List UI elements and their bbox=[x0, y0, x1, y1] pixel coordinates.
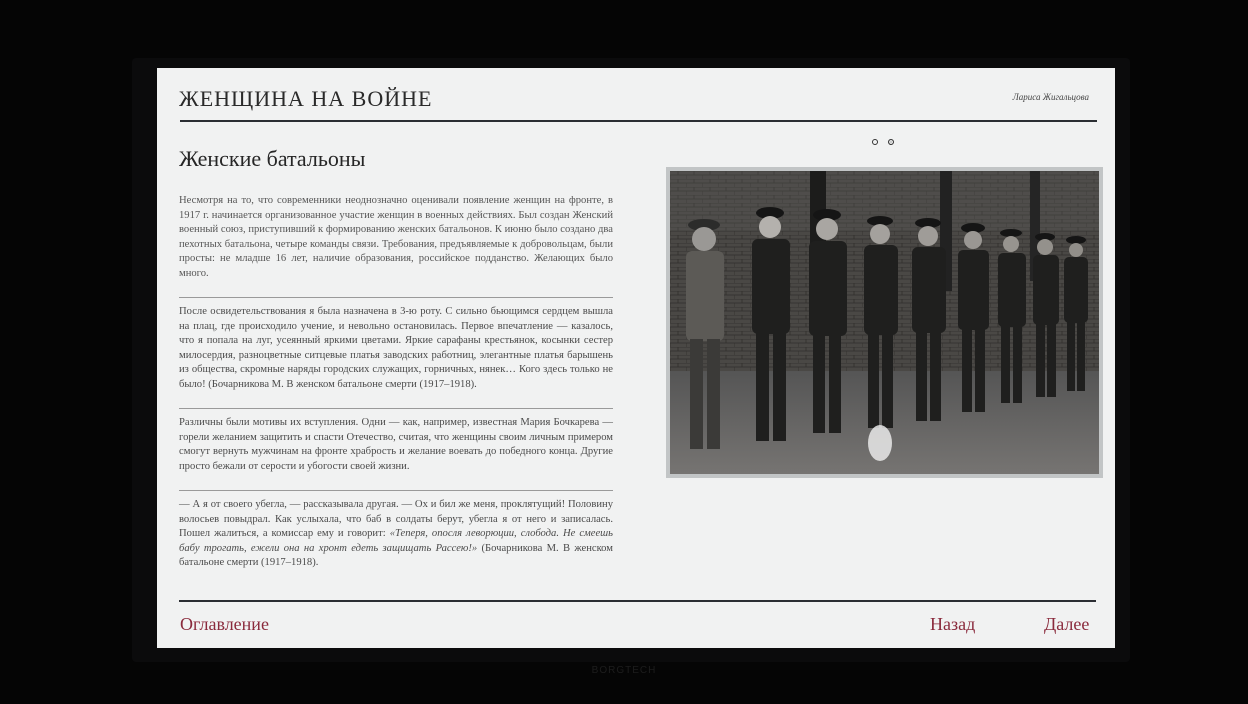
quote2-text: — А я от своего убегла, — рассказывала другая. — Ох и бил же меня, проклятущий! Половину волосьев повыдрал. Как услыхала, что баб в солдаты берут, убегла я от него и записалась. Пошел жалиться, а комиссар ему и говорит: bbox=[179, 499, 613, 539]
quote-block-2 bbox=[179, 490, 613, 571]
motives-block bbox=[179, 408, 613, 474]
screen bbox=[157, 68, 1115, 648]
header-divider bbox=[180, 120, 1097, 122]
quote2-source: (Бочарникова М. В женском батальоне смерти (1917–1918). bbox=[179, 542, 613, 568]
article-text[interactable] bbox=[179, 194, 613, 587]
quote2-italic: «Теперя, опосля леворюции, слобода. Не смеешь бабу трогать, ежели она на хронт едеть защищать Рассею!» bbox=[179, 528, 614, 554]
motives-paragraph: Различны были мотивы их вступления. Одни — как, например, известная Мария Бочкарева — горели желанием защитить и спасти Отечество, считая, что женщины своим личным примером смогут вернуть мужчинам на фронте храбрость и желание воевать до победного конца. Другие просто бежали от серости и убогости своей жизни. bbox=[179, 417, 613, 472]
table-of-contents-link[interactable]: Оглавление bbox=[180, 614, 269, 634]
historical-photo[interactable] bbox=[670, 171, 1099, 474]
author-name: Лариса Жигальцова bbox=[1012, 92, 1089, 102]
intro-paragraph: Несмотря на то, что современники неоднозначно оценивали появление женщин на фронте, в 1917 г. начинается организованное участие женщин в военных действиях. Был создан Женский военный союз, приступивший к формированию женских батальонов. К июню было создано два пехотных батальона, четыре команды связи. Требования, предъявляемые к добровольцам, были просты: не младше 16 лет, наличие образования, российское подданство. Желающих было много. bbox=[179, 195, 613, 279]
gallery-dot[interactable] bbox=[872, 139, 878, 145]
quote-paragraph-1: После освидетельствования я была назначена в 3-ю роту. С сильно бьющимся сердцем вышла на плац, где происходило учение, и невольно остановилась. Первое впечатление — казалось, что я попала на луг, усеянный яркими цветами. Яркие сарафаны крестьянок, косынки сестер милосердия, разноцветные ситцевые платья заводских работниц, элегантные платья барышень из общества, скромные наряды городских служащих, горничных, нянек… Кого здесь только не было! (Бочарникова М. В женском батальоне смерти (1917–1918). bbox=[179, 306, 613, 390]
quote-block-1 bbox=[179, 297, 613, 392]
soldiers-photo-icon bbox=[670, 171, 1099, 474]
back-button[interactable]: Назад bbox=[930, 614, 976, 634]
photo-frame bbox=[666, 167, 1103, 478]
section-title: Женские батальоны bbox=[179, 146, 366, 171]
footer-divider bbox=[179, 600, 1096, 602]
quote-paragraph-2 bbox=[179, 498, 613, 571]
monitor-brand: BORGTECH bbox=[591, 665, 657, 676]
next-button[interactable]: Далее bbox=[1044, 614, 1090, 634]
gallery-pagination bbox=[872, 139, 894, 145]
gallery-dot-active[interactable] bbox=[888, 139, 894, 145]
app-title: ЖЕНЩИНА НА ВОЙНЕ bbox=[179, 86, 433, 111]
